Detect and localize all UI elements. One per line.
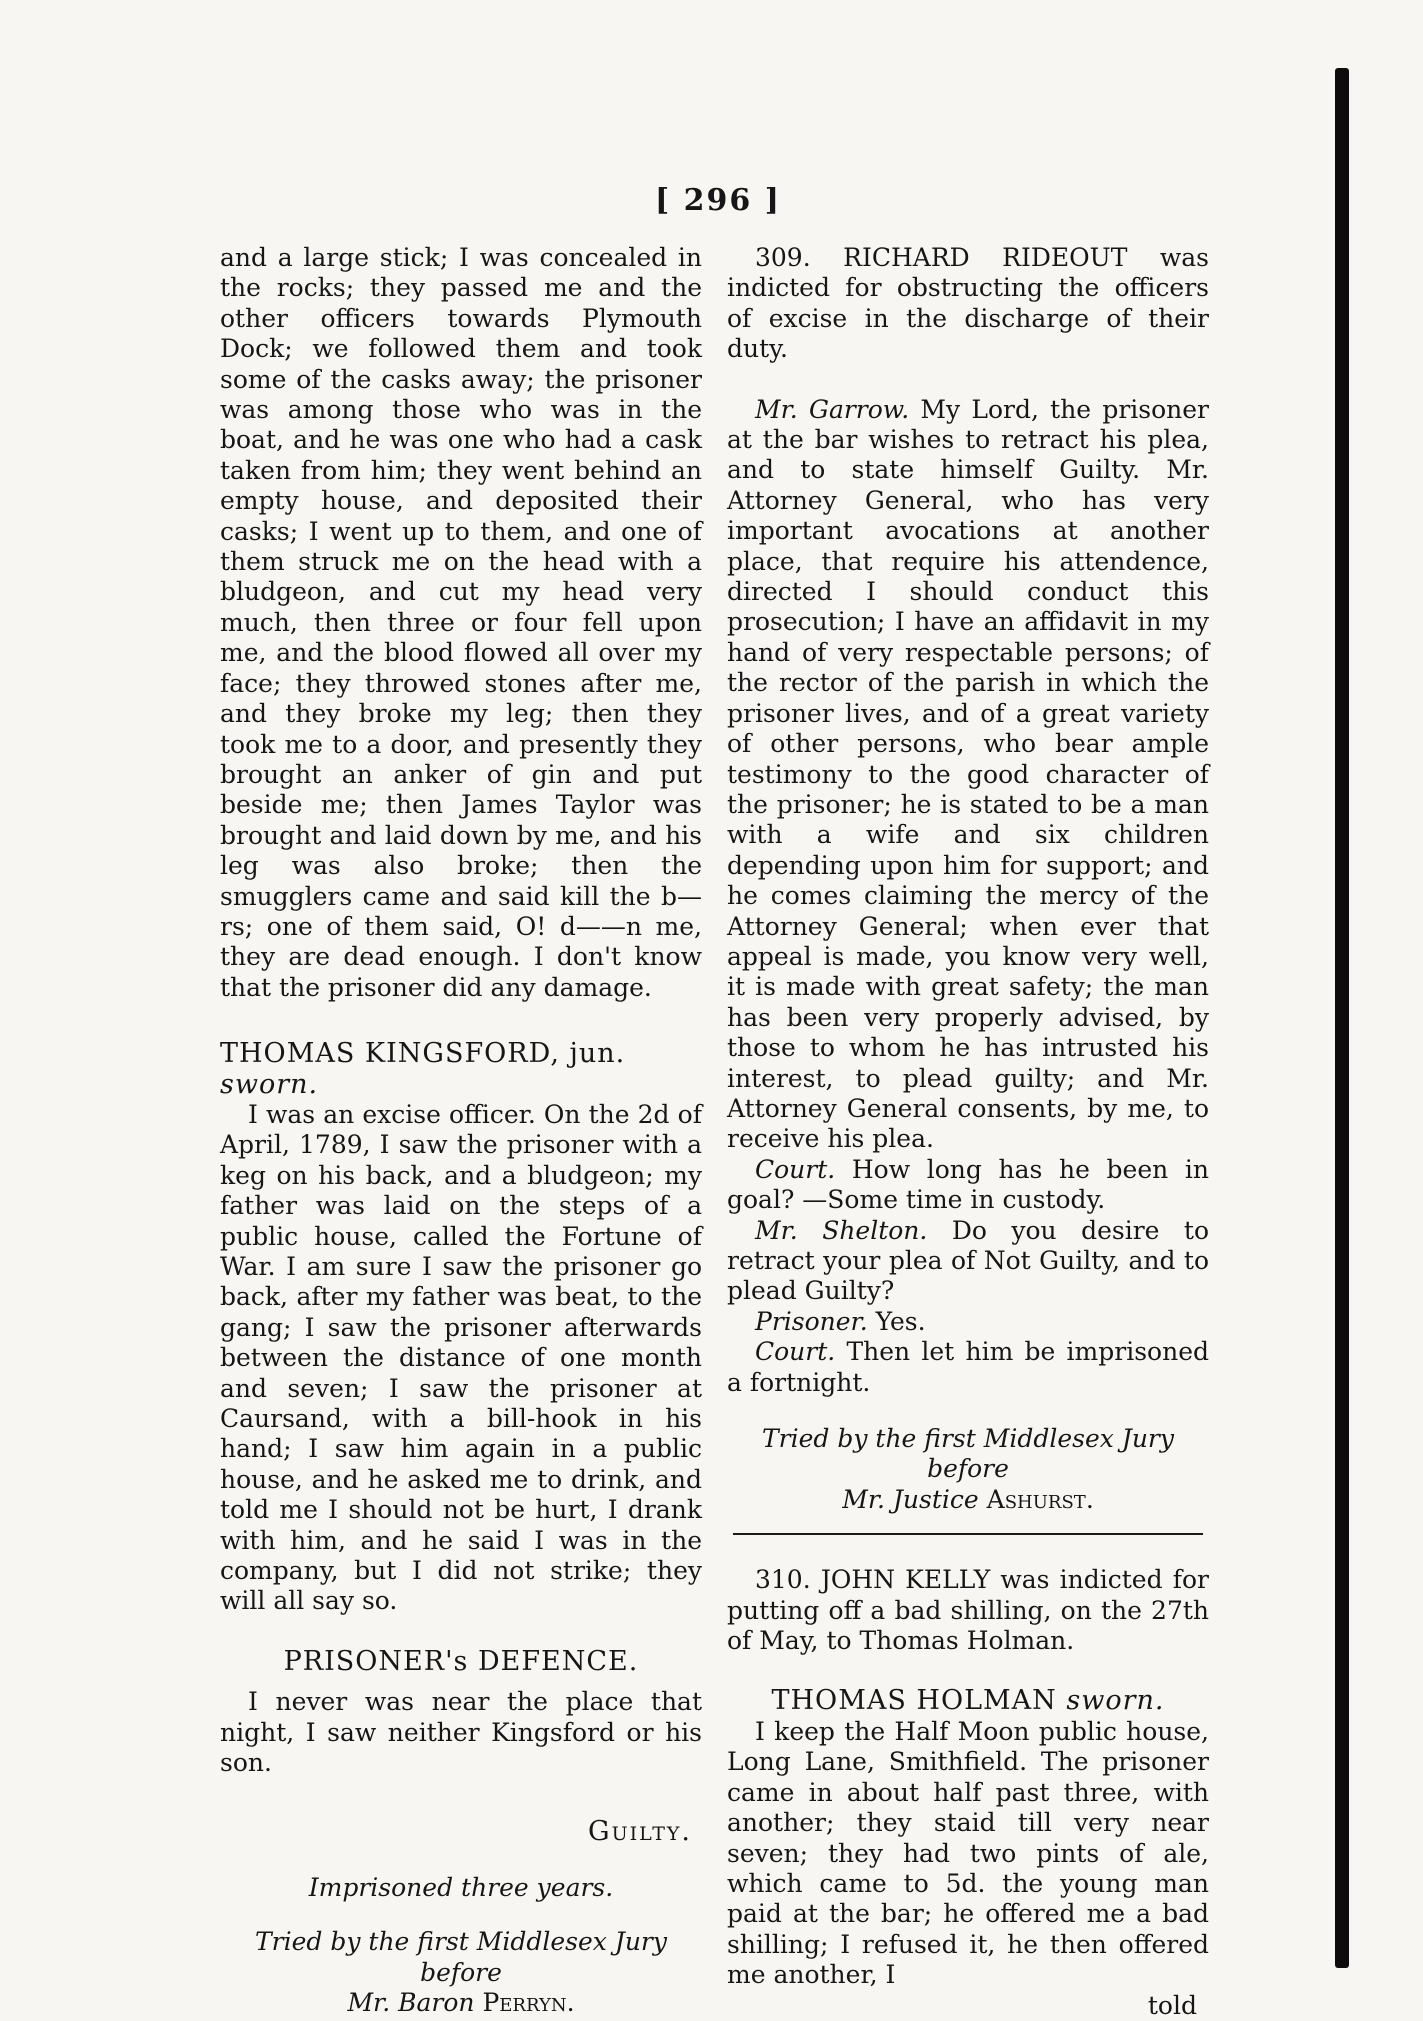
garrow-statement <box>727 395 1209 1155</box>
shelton-question-text: Do you desire to retract your plea of Not Guilty, and to plead Guilty? <box>727 1215 1209 1306</box>
tried-line-1: Tried by the first Middlesex Jury before <box>254 1927 668 1987</box>
page-number: [ 296 ] <box>655 183 781 218</box>
shelton-question <box>727 1216 1209 1307</box>
tried-309-line-2 <box>727 1485 1209 1515</box>
tried-309-line-1: Tried by the first Middlesex Jury before <box>761 1424 1175 1484</box>
case-310-intro: 310. JOHN KELLY was indicted for putting off a bad shilling, on the 27th of May, to Thomas Holman. <box>727 1565 1209 1656</box>
testimony-continuation: and a large stick; I was concealed in the rocks; they passed me and the other officers towards Plymouth Dock; we followed them and took some of the casks away; the prisoner was among those who was in the boat, and he was one who had a cask taken from him; they went behind an empty house, and deposited their casks; I went up to them, and one of them struck me on the head with a bludgeon, and cut my head very much, then three or four fell upon me, and the blood flowed all over my face; they throwed stones after me, and they broke my leg; then they took me to a door, and presently they brought an anker of gin and put beside me; then James Taylor was brought and laid down by me, and his leg was also broke; then the smugglers came and said kill the b—rs; one of them said, O! d——n me, they are dead enough. I don't know that the prisoner did any damage. <box>220 243 702 1002</box>
court-sentence <box>727 1337 1209 1398</box>
tried-line-2 <box>220 1988 702 2018</box>
defence-text: I never was near the place that night, I saw neither Kingsford or his son. <box>220 1687 702 1778</box>
tried-judge-title: Mr. Baron <box>347 1988 475 2018</box>
kingsford-testimony: I was an excise officer. On the 2d of April, 1789, I saw the prisoner with a keg on his back, and a bludgeon; my father was laid on the steps of a public house, called the Fortune of War. I am sure I saw the prisoner go back, after my father was beat, to the gang; I saw the prisoner afterwards between the distance of one month and seven; I saw the prisoner at Caursand, with a bill-hook in his hand; I saw him again in a public house, and he asked me to drink, and told me I should not be hurt, I drank with him, and he said I was in the company, but I did not strike; they will all say so. <box>220 1099 702 1616</box>
witness-name-holman: THOMAS HOLMAN <box>771 1685 1057 1717</box>
witness-name: THOMAS KINGSFORD, jun. <box>220 1038 626 1070</box>
tried-judge-name: Perryn. <box>482 1988 575 2018</box>
tried-309-judge-name: Ashurst. <box>986 1484 1094 1514</box>
garrow-speech: My Lord, the prisoner at the bar wishes to retract his plea, and to state himself Guilty. Mr. Attorney General, who has very important avocations at another place, that require his attendence, directed I should conduct this prosecution; I have an affidavit in my hand of very respectable persons; of the rector of the parish in which the prisoner lives, and of a great variety of other persons, who bear ample testimony to the good character of the prisoner; he is stated to be a man with a wife and six children depending upon him for support; and he comes claiming the mercy of the Attorney General; when ever that appeal is made, you know very well, it is made with great safety; the man has been very properly advised, by those to whom he has intrusted his interest, to plead guilty; and Mr. Attorney General consents, by me, to receive his plea. <box>727 394 1209 1154</box>
speaker-garrow: Mr. Garrow. <box>755 394 910 424</box>
right-column <box>727 243 1209 2021</box>
court-question <box>727 1155 1209 1216</box>
page-edge-rule <box>1335 68 1349 1968</box>
prisoner-reply-text: Yes. <box>875 1306 926 1336</box>
prisoner-reply <box>727 1307 1209 1337</box>
case-309-intro: 309. RICHARD RIDEOUT was indicted for obstructing the officers of excise in the discharge of their duty. <box>727 243 1209 364</box>
witness-heading-kingsford <box>220 1039 702 1100</box>
verdict: Guilty. <box>588 1815 692 1847</box>
catchword: told <box>1147 1990 1197 2020</box>
court-question-text: How long has he been in goal? —Some time in custody. <box>727 1154 1209 1215</box>
speaker-prisoner: Prisoner. <box>755 1306 868 1336</box>
holman-testimony: I keep the Half Moon public house, Long Lane, Smithfield. The prisoner came in about half past three, with another; they staid till very near seven; they had two pints of ale, which came to 5d. the young man paid at the bar; he offered me a bad shilling; I refused it, he then offered me another, I <box>727 1716 1209 1990</box>
section-divider <box>733 1533 1203 1535</box>
left-column <box>220 243 702 2019</box>
court-sentence-text: Then let him be imprisoned a fortnight. <box>727 1337 1209 1397</box>
speaker-shelton: Mr. Shelton. <box>755 1215 928 1245</box>
sentence: Imprisoned three years. <box>308 1872 614 1902</box>
sworn-label: sworn. <box>220 1068 319 1100</box>
tried-309-judge-title: Mr. Justice <box>842 1484 979 1514</box>
sworn-label-holman: sworn. <box>1066 1685 1165 1717</box>
speaker-court-2: Court. <box>755 1337 836 1367</box>
speaker-court: Court. <box>755 1154 836 1184</box>
defence-heading: PRISONER's DEFENCE. <box>283 1645 639 1677</box>
witness-heading-holman <box>727 1686 1209 1716</box>
